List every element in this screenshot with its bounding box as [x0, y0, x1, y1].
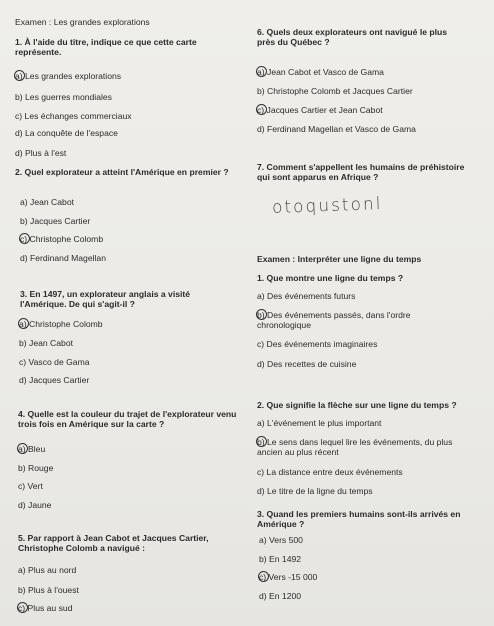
q1-option-e: d) Plus à l'est: [15, 148, 67, 158]
q4-option-b: b) Rouge: [18, 463, 54, 473]
q6-option-c: c) Jacques Cartier et Jean Cabot: [257, 105, 383, 115]
question-2: 2. Quel explorateur a atteint l'Amérique en premier ?: [15, 167, 229, 177]
q4-option-a: a) Bleu: [18, 444, 46, 454]
question-4: 4. Quelle est la couleur du trajet de l'explorateur venu trois fois en Amérique sur la carte ?: [18, 409, 237, 429]
q1-option-d: d) La conquête de l'espace: [15, 128, 118, 138]
q6-option-a: a) Jean Cabot et Vasco de Gama: [257, 67, 384, 77]
q5-option-c: c) Plus au sud: [18, 603, 73, 613]
q1-option-a: a) Les grandes explorations: [15, 71, 122, 81]
q4-option-d: d) Jaune: [18, 500, 52, 510]
timeline-question-3: 3. Quand les premiers humains sont-ils arrivés en Amérique ?: [257, 509, 461, 529]
t2-option-d: d) Le titre de la ligne du temps: [257, 486, 373, 496]
t3-option-d: d) En 1200: [259, 591, 302, 601]
q1-option-c: c) Les échanges commerciaux: [15, 111, 132, 121]
q5-option-a: a) Plus au nord: [18, 565, 77, 575]
question-1: 1. À l'aide du titre, indique ce que cette carte représente.: [15, 37, 197, 57]
exam-2-title: Examen : Interpréter une ligne du temps: [257, 254, 422, 264]
t1-option-a: a) Des événements futurs: [257, 291, 356, 301]
t3-option-a: a) Vers 500: [259, 535, 303, 545]
t1-option-d: d) Des recettes de cuisine: [257, 359, 357, 369]
q3-option-d: d) Jacques Cartier: [19, 375, 90, 385]
t1-option-c: c) Des événements imaginaires: [257, 339, 378, 349]
t2-option-a: a) L'événement le plus important: [257, 418, 382, 428]
handwritten-answer: otoqustonl: [271, 194, 383, 218]
q2-option-b: b) Jacques Cartier: [20, 216, 91, 226]
timeline-question-2: 2. Que signifie la flèche sur une ligne du temps ?: [257, 400, 457, 410]
t1-option-b: b) Des événements passés, dans l'ordre chronologique: [257, 310, 411, 330]
q2-option-a: a) Jean Cabot: [20, 197, 74, 207]
timeline-question-1: 1. Que montre une ligne du temps ?: [257, 273, 404, 283]
q3-option-b: b) Jean Cabot: [19, 338, 73, 348]
question-3: 3. En 1497, un explorateur anglais a visité l'Amérique. De qui s'agit-il ?: [20, 289, 191, 309]
q6-option-b: b) Christophe Colomb et Jacques Cartier: [257, 86, 413, 96]
q1-option-b: b) Les guerres mondiales: [15, 92, 112, 102]
t2-option-b: b) Le sens dans lequel lire les événements, du plus ancien au plus récent: [257, 437, 453, 457]
q4-option-c: c) Vert: [18, 481, 43, 491]
question-7: 7. Comment s'appellent les humains de préhistoire qui sont apparus en Afrique ?: [257, 162, 465, 182]
q2-option-c: c) Christophe Colomb: [20, 234, 104, 244]
q3-option-c: c) Vasco de Gama: [19, 357, 90, 367]
t2-option-c: c) La distance entre deux événements: [257, 467, 403, 477]
question-5: 5. Par rapport à Jean Cabot et Jacques Cartier, Christophe Colomb a navigué :: [18, 533, 209, 553]
q6-option-d: d) Ferdinand Magellan et Vasco de Gama: [257, 124, 416, 134]
q3-option-a: a) Christophe Colomb: [19, 319, 103, 329]
q2-option-d: d) Ferdinand Magellan: [20, 253, 106, 263]
t3-option-c: c) Vers -15 000: [259, 572, 318, 582]
question-6: 6. Quels deux explorateurs ont navigué le plus près du Québec ?: [257, 27, 448, 47]
q5-option-b: b) Plus à l'ouest: [18, 585, 79, 595]
t3-option-b: b) En 1492: [259, 554, 302, 564]
exam-header: Examen : Les grandes explorations: [15, 17, 150, 27]
